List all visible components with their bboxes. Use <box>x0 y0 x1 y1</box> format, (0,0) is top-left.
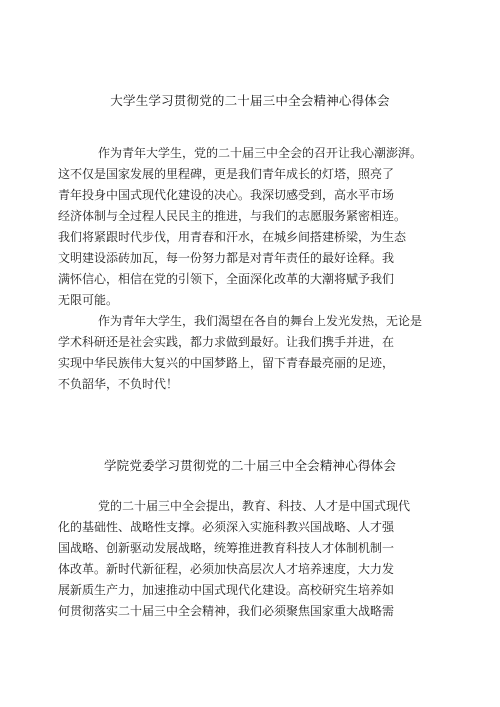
paragraph-3-line-2: 化的基础性、战略性支撑。必须深入实施科教兴国战略、人才强 <box>58 520 395 534</box>
paragraph-3-line-1: 党的二十届三中全会提出，教育、科技、人才是中国式现代 <box>98 499 411 513</box>
section-title-2: 学院党委学习贯彻党的二十届三中全会精神心得体会 <box>103 458 397 473</box>
paragraph-1-line-1: 作为青年大学生，党的二十届三中全会的召开让我心潮澎湃。 <box>98 146 423 160</box>
paragraph-3-line-3: 国战略、创新驱动发展战略，统筹推进教育科技人才体制机制一 <box>58 541 395 555</box>
paragraph-2-line-2: 学术科研还是社会实践，都力求做到最好。让我们携手并进，在 <box>58 335 395 349</box>
paragraph-1-line-3: 青年投身中国式现代化建设的决心。我深切感受到，高水平市场 <box>58 188 395 202</box>
paragraph-2-line-3: 实现中华民族伟大复兴的中国梦路上，留下青春最亮丽的足迹， <box>58 356 395 370</box>
paragraph-2-line-4: 不负韶华，不负时代！ <box>58 377 179 391</box>
paragraph-1-line-4: 经济体制与全过程人民民主的推进，与我们的志愿服务紧密相连。 <box>58 209 407 223</box>
paragraph-3-line-6: 何贯彻落实二十届三中全会精神，我们必须聚焦国家重大战略需 <box>58 604 395 618</box>
paragraph-1-line-7: 满怀信心，相信在党的引领下，全面深化改革的大潮将赋予我们 <box>58 272 395 286</box>
paragraph-3-line-5: 展新质生产力，加速推动中国式现代化建设。高校研究生培养如 <box>58 583 395 597</box>
paragraph-1-line-2: 这不仅是国家发展的里程碑，更是我们青年成长的灯塔，照亮了 <box>58 167 395 181</box>
paragraph-3-line-4: 体改革。新时代新征程，必须加快高层次人才培养速度，大力发 <box>58 562 395 576</box>
paragraph-1-line-5: 我们将紧跟时代步伐，用青春和汗水，在城乡间搭建桥梁，为生态 <box>58 230 407 244</box>
section-title-1: 大学生学习贯彻党的二十届三中全会精神心得体会 <box>110 93 390 108</box>
paragraph-1-line-8: 无限可能。 <box>58 293 119 307</box>
paragraph-1-line-6: 文明建设添砖加瓦，每一份努力都是对青年责任的最好诠释。我 <box>58 251 395 265</box>
paragraph-2-line-1: 作为青年大学生，我们渴望在各自的舞台上发光发热，无论是 <box>98 314 423 328</box>
